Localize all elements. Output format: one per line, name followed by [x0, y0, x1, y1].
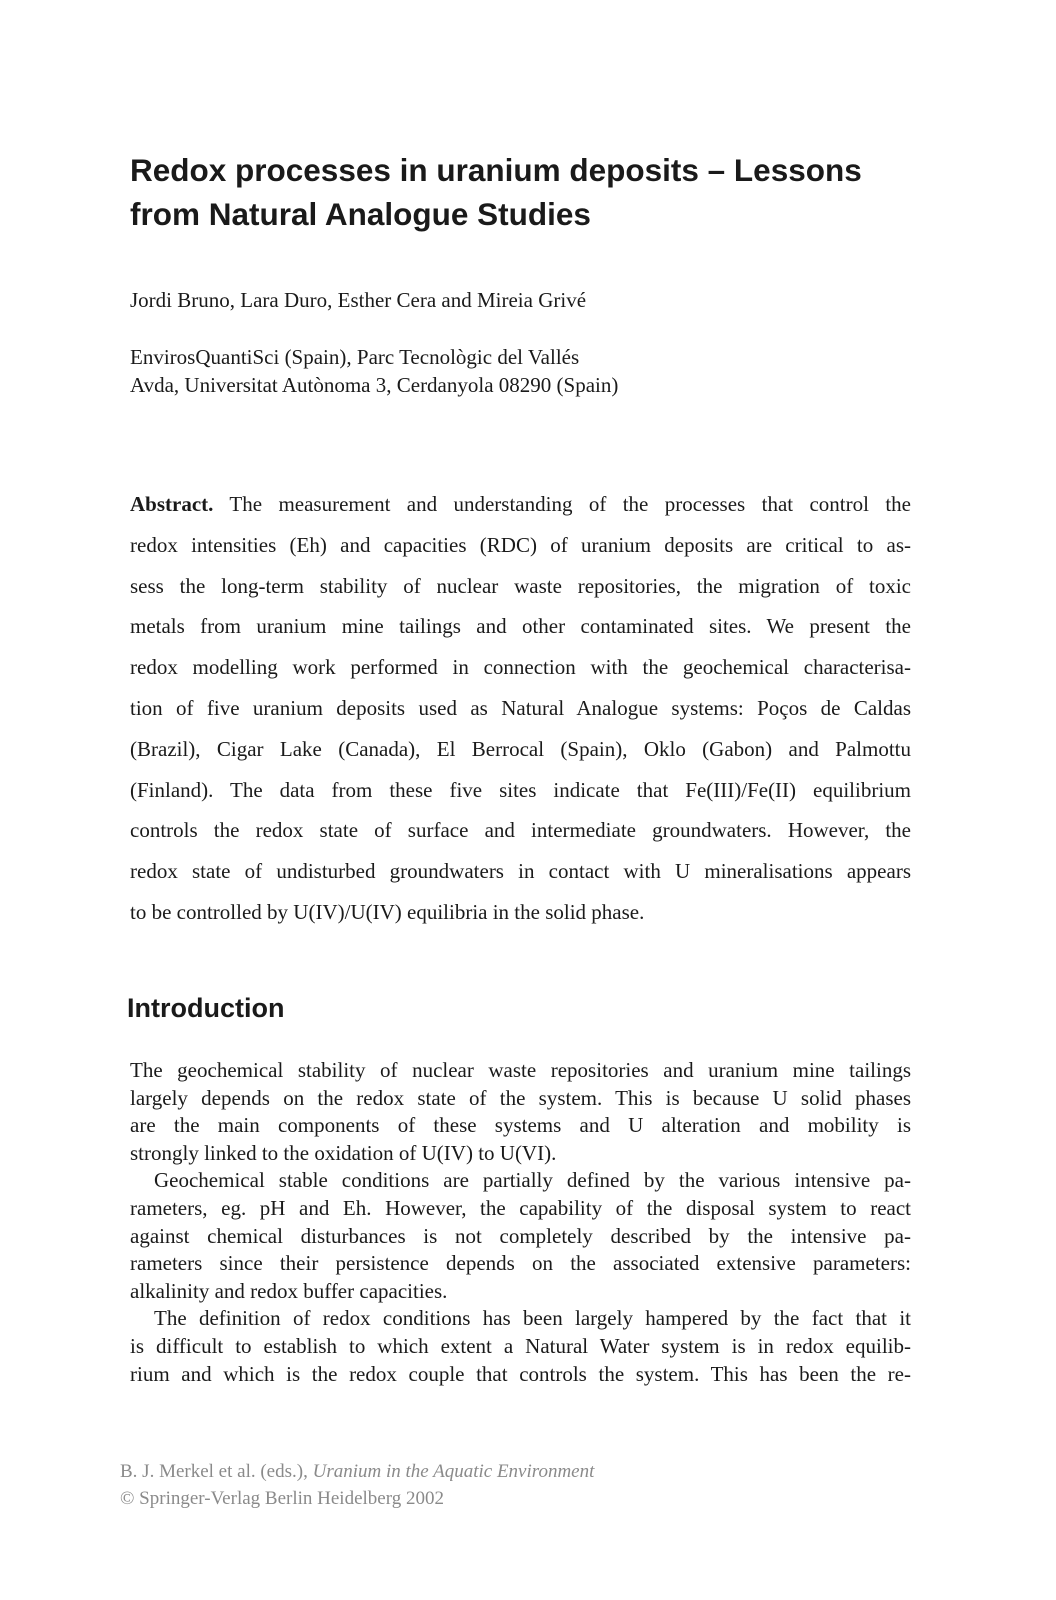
body-line: Geochemical stable conditions are partially defined by the various intensive pa-	[154, 1168, 911, 1193]
body-line: rameters since their persistence depends on the associated extensive parameters:	[130, 1251, 911, 1276]
body-line: against chemical disturbances is not completely described by the intensive pa-	[130, 1223, 911, 1248]
body-line: are the main components of these systems and U alteration and mobility is	[130, 1113, 911, 1138]
body-line: rium and which is the redox couple that controls the system. This has been the re-	[130, 1361, 911, 1386]
abstract-line: to be controlled by U(IV)/U(IV) equilibria in the solid phase.	[130, 899, 645, 924]
paper-title-line: from Natural Analogue Studies	[130, 196, 591, 232]
abstract-label: Abstract.	[130, 492, 214, 516]
paper-title-line: Redox processes in uranium deposits – Lessons	[130, 152, 862, 188]
section-heading-introduction: Introduction	[127, 993, 285, 1023]
abstract-line: metals from uranium mine tailings and other contaminated sites. We present the	[130, 614, 911, 639]
author-list: Jordi Bruno, Lara Duro, Esther Cera and Mireia Grivé	[130, 288, 587, 312]
affiliation	[130, 343, 618, 399]
affiliation-line: Avda, Universitat Autònoma 3, Cerdanyola 08290 (Spain)	[130, 373, 619, 397]
body-line: strongly linked to the oxidation of U(IV) to U(VI).	[130, 1140, 557, 1165]
abstract-text: The measurement and understanding of the processes that control the	[229, 492, 911, 516]
abstract-line	[130, 484, 911, 525]
body-line: is difficult to establish to which extent a Natural Water system is in redox equilib-	[130, 1333, 911, 1358]
footer-book-title: Uranium in the Aquatic Environment	[312, 1461, 595, 1482]
body-line: largely depends on the redox state of the system. This is because U solid phases	[130, 1085, 911, 1110]
footer-editors: B. J. Merkel et al. (eds.),	[120, 1461, 308, 1482]
abstract-line: tion of five uranium deposits used as Natural Analogue systems: Poços de Caldas	[130, 695, 911, 720]
abstract-line: redox modelling work performed in connection with the geochemical characterisa-	[130, 655, 911, 680]
abstract-line: sess the long-term stability of nuclear waste repositories, the migration of toxic	[130, 573, 911, 598]
paper-title	[130, 148, 930, 236]
abstract-line: redox state of undisturbed groundwaters in contact with U mineralisations appears	[130, 859, 911, 884]
abstract-line: redox intensities (Eh) and capacities (RDC) of uranium deposits are critical to as-	[130, 532, 911, 557]
body-line: The definition of redox conditions has been largely hampered by the fact that it	[154, 1306, 911, 1331]
abstract-line: (Finland). The data from these five sites indicate that Fe(III)/Fe(II) equilibrium	[130, 777, 911, 802]
body-line: rameters, eg. pH and Eh. However, the capability of the disposal system to react	[130, 1195, 911, 1220]
page-footer	[120, 1458, 594, 1512]
abstract	[130, 484, 911, 933]
introduction-body	[130, 1057, 911, 1388]
footer-citation	[120, 1458, 594, 1485]
footer-copyright: © Springer-Verlag Berlin Heidelberg 2002	[120, 1488, 444, 1509]
body-line: alkalinity and redox buffer capacities.	[130, 1278, 448, 1303]
abstract-line: (Brazil), Cigar Lake (Canada), El Berrocal (Spain), Oklo (Gabon) and Palmottu	[130, 736, 911, 761]
affiliation-line: EnvirosQuantiSci (Spain), Parc Tecnològic del Vallés	[130, 345, 580, 369]
body-line: The geochemical stability of nuclear waste repositories and uranium mine tailings	[130, 1058, 911, 1082]
abstract-line: controls the redox state of surface and intermediate groundwaters. However, the	[130, 818, 911, 843]
